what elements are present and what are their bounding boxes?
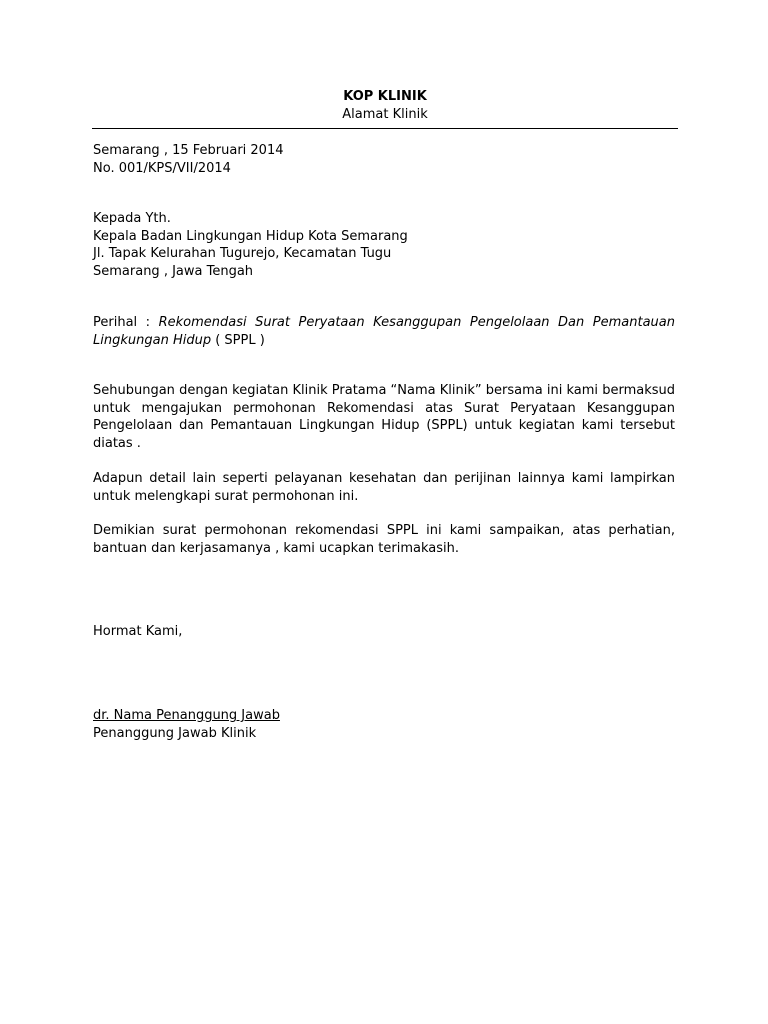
letterhead-divider: [92, 128, 678, 129]
letter-number: No. 001/KPS/VII/2014: [93, 160, 231, 176]
subject-text: Rekomendasi Surat Peryataan Kesanggupan Pengelolaan Dan Pemantauan Lingkungan Hidup: [93, 315, 675, 348]
letterhead: [92, 88, 678, 129]
closing-greeting: [93, 623, 675, 641]
signer-name-text: dr. Nama Penanggung Jawab: [93, 708, 280, 723]
subject-line: [93, 314, 675, 349]
signer-title: Penanggung Jawab Klinik: [93, 725, 257, 741]
letterhead-address: Alamat Klinik: [342, 106, 428, 122]
recipient-name: Kepala Badan Lingkungan Hidup Kota Semarang: [93, 228, 408, 244]
recipient-street: Jl. Tapak Kelurahan Tugurejo, Kecamatan Tugu: [93, 246, 392, 262]
recipient-salutation: Kepada Yth.: [93, 211, 171, 226]
closing-greeting-text: Hormat Kami,: [93, 624, 183, 639]
letterhead-title: KOP KLINIK: [343, 89, 427, 104]
subject-label: Perihal :: [93, 315, 151, 330]
body-paragraph-1: Sehubungan dengan kegiatan Klinik Pratama “Nama Klinik” bersama ini kami bermaksud untuk mengajukan permohonan Rekomendasi atas Surat Peryataan Kesanggupan Pengelolaan dan Pemantauan Lingkungan Hidup (SPPL) untuk kegiatan kami tersebut diatas .: [93, 383, 675, 451]
body-paragraph-2: Adapun detail lain seperti pelayanan kesehatan dan perijinan lainnya kami lampirkan untuk melengkapi surat permohonan ini.: [93, 471, 675, 504]
place-date: Semarang , 15 Februari 2014: [93, 143, 284, 158]
recipient-city: Semarang , Jawa Tengah: [93, 263, 254, 279]
signer-name: [93, 707, 675, 725]
subject-suffix: ( SPPL ): [211, 332, 265, 348]
signature-block: [93, 707, 675, 742]
body-paragraph-3: Demikian surat permohonan rekomendasi SPPL ini kami sampaikan, atas perhatian, bantuan dan kerjasamanya , kami ucapkan terimakasih.: [93, 523, 675, 556]
letter-meta: [93, 142, 675, 177]
recipient-block: [93, 210, 675, 280]
